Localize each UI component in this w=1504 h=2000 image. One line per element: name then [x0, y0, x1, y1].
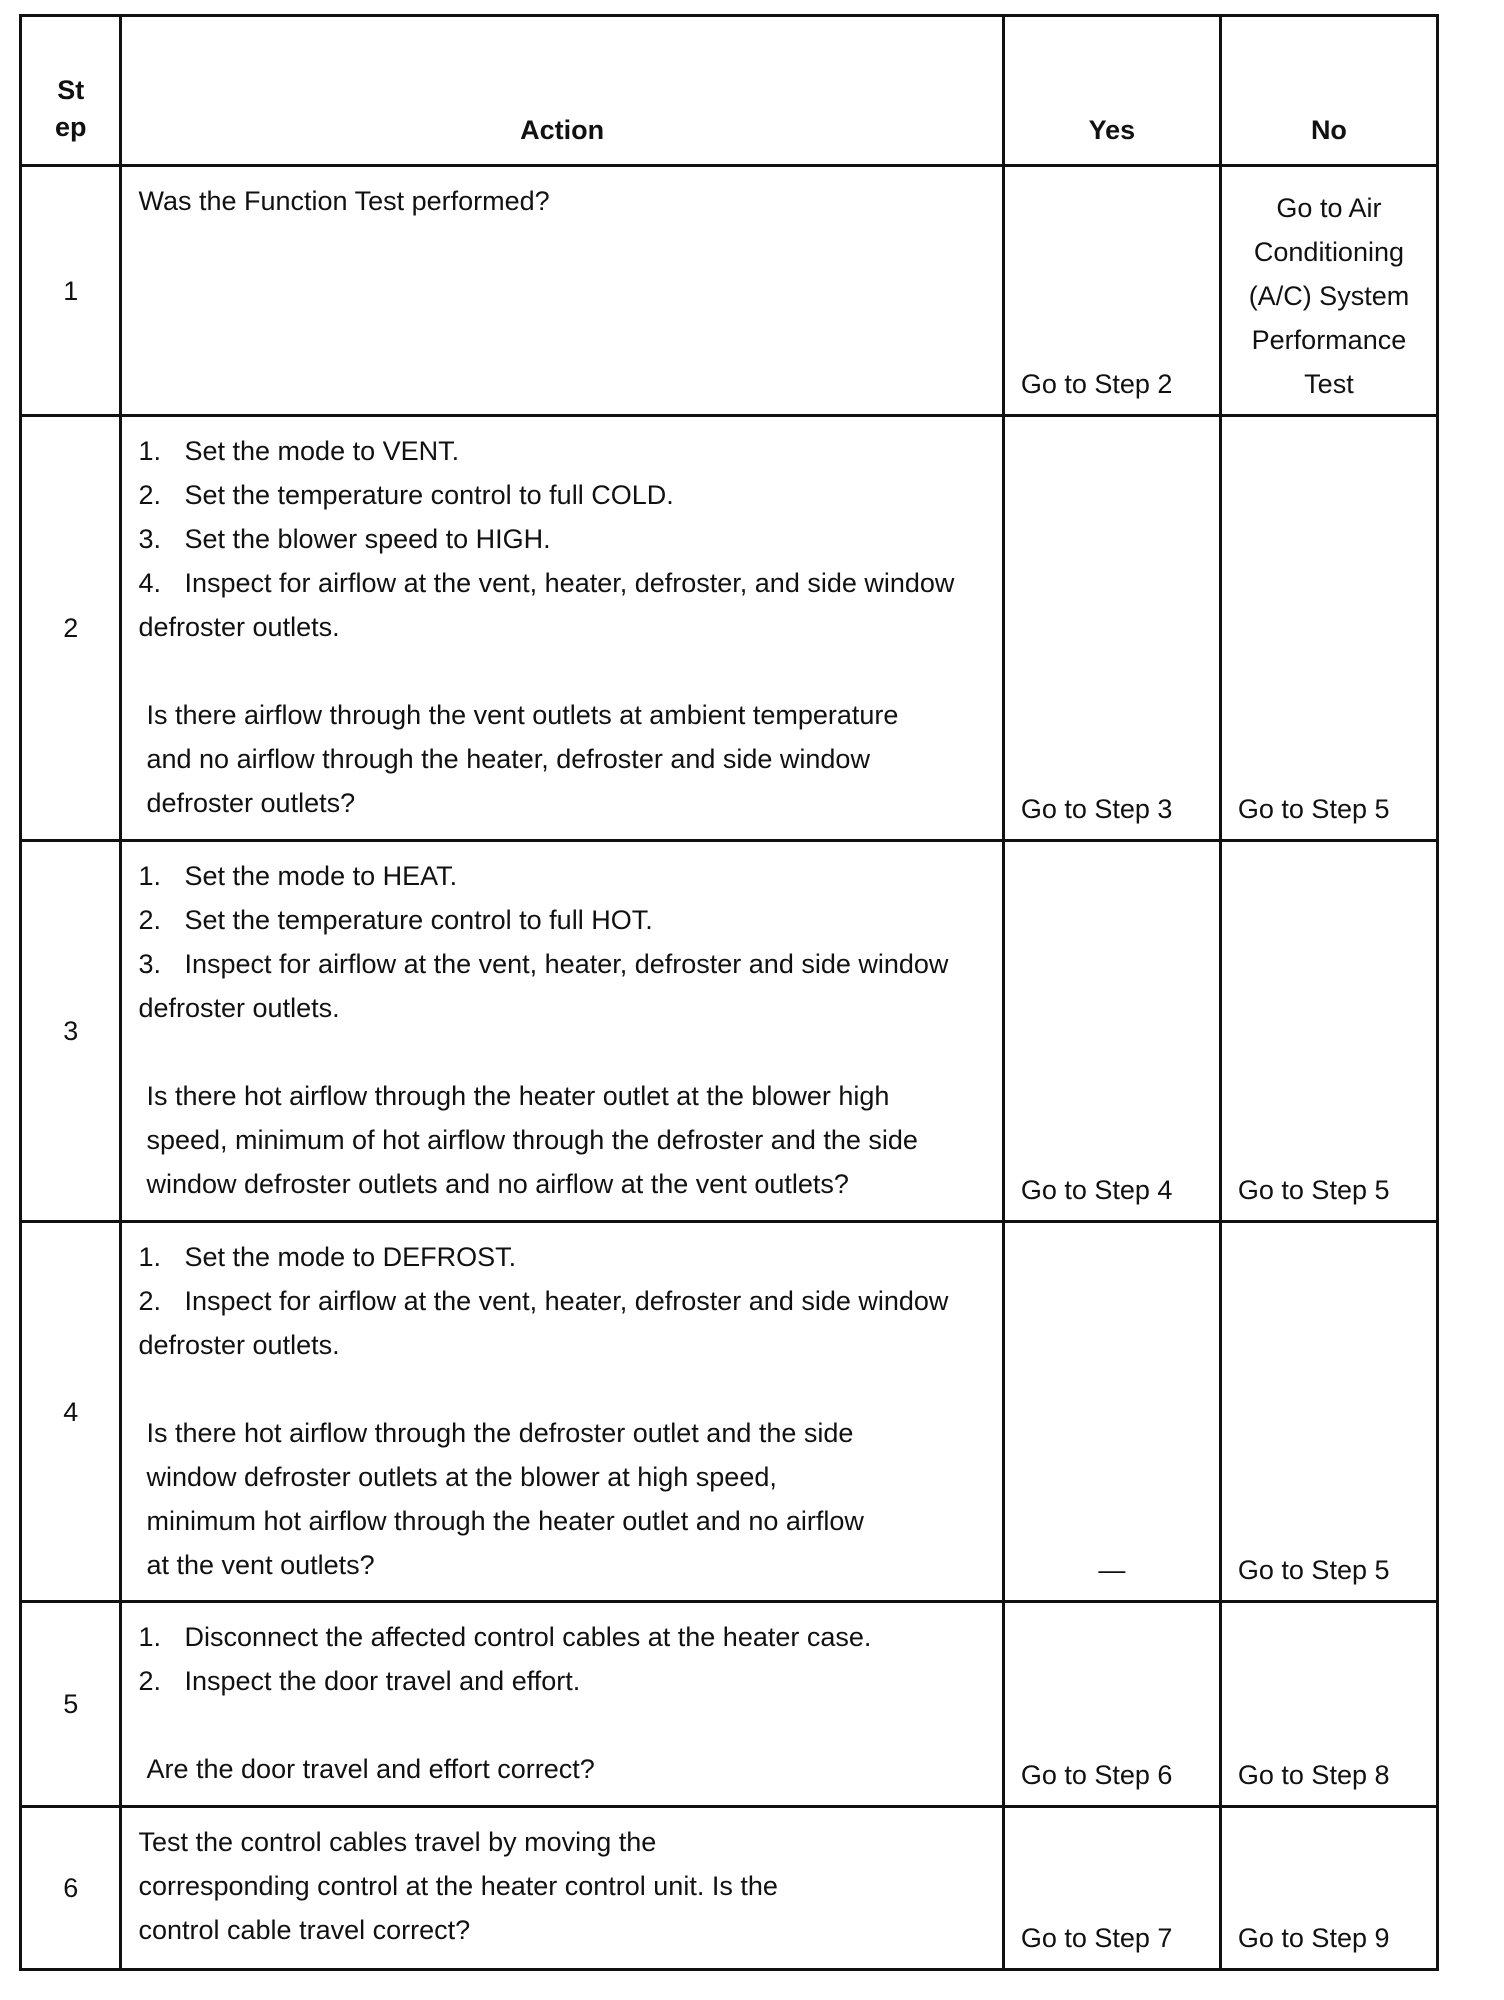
step-number: 3	[21, 841, 121, 1222]
no-line: Conditioning	[1253, 237, 1404, 267]
table-row	[21, 841, 1438, 1222]
header-yes: Yes	[1003, 16, 1220, 166]
yes-cell: Go to Step 7	[1003, 1807, 1220, 1970]
header-row	[21, 16, 1438, 166]
table-row	[21, 1602, 1438, 1807]
no-line: Go to Air	[1276, 193, 1382, 223]
no-cell: Go to Step 5	[1220, 1222, 1437, 1602]
action-cell	[121, 1602, 1003, 1807]
yes-cell: Go to Step 4	[1003, 841, 1220, 1222]
list-item: 2. Inspect for airflow at the vent, heater, defroster and side window defroster outlets.	[138, 1286, 949, 1360]
action-question: Are the door travel and effort correct?	[146, 1754, 595, 1784]
table-row	[21, 1807, 1438, 1970]
no-cell	[1220, 166, 1437, 416]
action-question: Is there hot airflow through the heater outlet at the blower high speed, minimum of hot airflow through the defroster and the side window defroster outlets and no airflow at the vent outlets?	[146, 1081, 918, 1199]
header-no: No	[1220, 16, 1437, 166]
action-text: Test the control cables travel by moving the corresponding control at the heater control unit. Is the control cable travel correct?	[138, 1827, 778, 1945]
list-item: 1. Set the mode to HEAT.	[138, 861, 458, 891]
list-item: 2. Set the temperature control to full HOT.	[138, 905, 653, 935]
diagnostic-table	[19, 14, 1439, 1971]
list-item: 2. Set the temperature control to full COLD.	[138, 480, 674, 510]
header-action: Action	[121, 16, 1003, 166]
header-step	[21, 16, 121, 166]
step-number: 6	[21, 1807, 121, 1970]
step-number: 5	[21, 1602, 121, 1807]
list-item: 4. Inspect for airflow at the vent, heater, defroster, and side window defroster outlets.	[138, 568, 955, 642]
action-list	[138, 1235, 989, 1367]
header-step-line2: ep	[54, 112, 87, 142]
no-cell: Go to Step 9	[1220, 1807, 1437, 1970]
list-item: 1. Set the mode to DEFROST.	[138, 1242, 517, 1272]
list-item: 3. Set the blower speed to HIGH.	[138, 524, 551, 554]
no-line: (A/C) System	[1248, 281, 1410, 311]
action-cell	[121, 1807, 1003, 1970]
action-question: Is there airflow through the vent outlets at ambient temperature and no airflow through the heater, defroster and side window defroster outlets?	[146, 700, 899, 818]
action-cell	[121, 1222, 1003, 1602]
list-item: 2. Inspect the door travel and effort.	[138, 1666, 581, 1696]
action-cell	[121, 841, 1003, 1222]
no-cell: Go to Step 5	[1220, 416, 1437, 841]
action-list	[138, 1615, 989, 1703]
no-cell: Go to Step 8	[1220, 1602, 1437, 1807]
list-item: 1. Set the mode to VENT.	[138, 436, 460, 466]
no-line: Performance	[1251, 325, 1407, 355]
action-list	[138, 854, 989, 1030]
no-cell: Go to Step 5	[1220, 841, 1437, 1222]
yes-cell: Go to Step 6	[1003, 1602, 1220, 1807]
action-cell	[121, 166, 1003, 416]
table-row	[21, 1222, 1438, 1602]
list-item: 1. Disconnect the affected control cables at the heater case.	[138, 1622, 872, 1652]
yes-cell: —	[1003, 1222, 1220, 1602]
action-question: Is there hot airflow through the defroster outlet and the side window defroster outlets at the blower at high speed, minimum hot airflow through the heater outlet and no airflow at the vent outlets?	[146, 1418, 864, 1580]
no-line: Test	[1304, 369, 1354, 399]
step-number: 2	[21, 416, 121, 841]
action-text: Was the Function Test performed?	[138, 186, 550, 216]
table-row	[21, 416, 1438, 841]
step-number: 4	[21, 1222, 121, 1602]
step-number: 1	[21, 166, 121, 416]
table-row	[21, 166, 1438, 416]
yes-cell: Go to Step 2	[1003, 166, 1220, 416]
yes-cell: Go to Step 3	[1003, 416, 1220, 841]
action-cell	[121, 416, 1003, 841]
header-step-line1: St	[57, 75, 85, 105]
action-list	[138, 429, 989, 649]
list-item: 3. Inspect for airflow at the vent, heater, defroster and side window defroster outlets.	[138, 949, 949, 1023]
